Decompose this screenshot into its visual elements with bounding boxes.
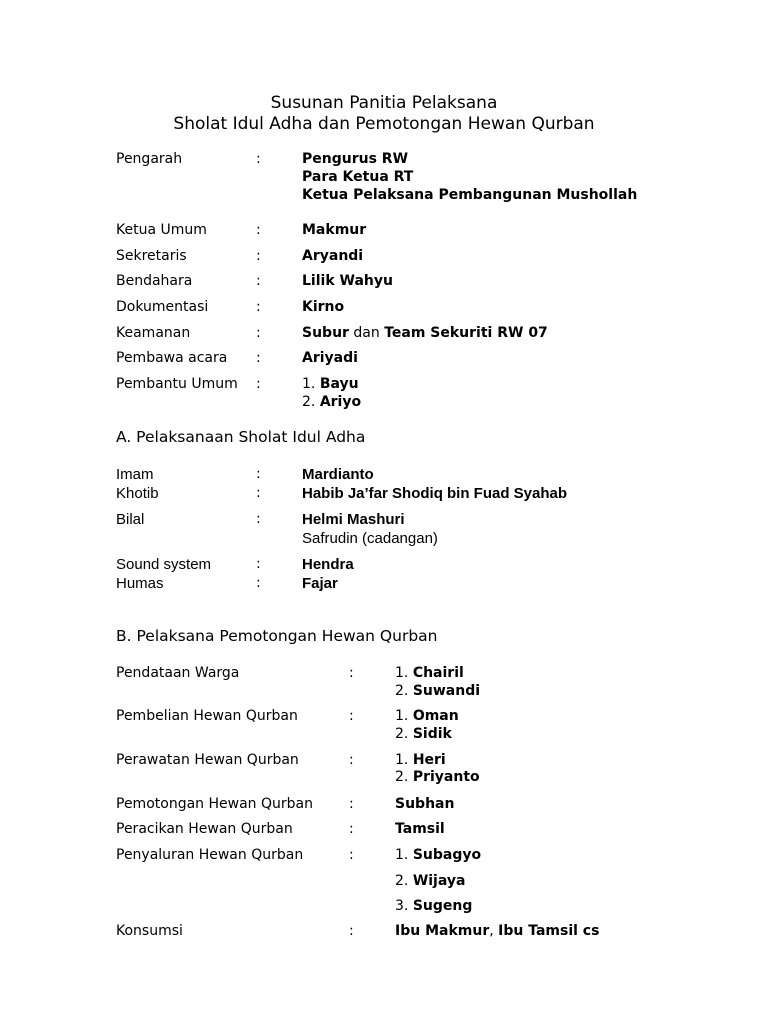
keamanan-colon: :: [256, 325, 261, 341]
humas-value: Fajar: [302, 575, 338, 592]
bilal-value: Helmi Mashuri: [302, 511, 405, 528]
konsumsi-colon: :: [349, 923, 354, 939]
peracikan-colon: :: [349, 821, 354, 837]
pengarah-value-3: Ketua Pelaksana Pembangunan Mushollah: [302, 187, 638, 203]
perawatan-colon: :: [349, 752, 354, 768]
pendataan-warga-colon: :: [349, 665, 354, 681]
pembawa-acara-colon: :: [256, 350, 261, 366]
pemotongan-colon: :: [349, 796, 354, 812]
keamanan-label: Keamanan: [116, 325, 191, 341]
bendahara-label: Bendahara: [116, 273, 193, 289]
bilal-colon: :: [256, 511, 261, 527]
pembelian-item-2: 2. Sidik: [395, 726, 452, 742]
pembelian-colon: :: [349, 708, 354, 724]
pemotongan-label: Pemotongan Hewan Qurban: [116, 796, 313, 812]
pembawa-acara-value: Ariyadi: [302, 350, 358, 366]
penyaluran-colon: :: [349, 847, 354, 863]
penyaluran-item-3: 3. Sugeng: [395, 898, 473, 914]
ketua-umum-value: Makmur: [302, 222, 367, 238]
pendataan-warga-item-1: 1. Chairil: [395, 665, 464, 681]
imam-value: Mardianto: [302, 466, 374, 483]
bendahara-colon: :: [256, 273, 261, 289]
pembantu-umum-label: Pembantu Umum: [116, 376, 238, 392]
perawatan-label: Perawatan Hewan Qurban: [116, 752, 299, 768]
konsumsi-label: Konsumsi: [116, 923, 183, 939]
section-b-heading: B. Pelaksana Pemotongan Hewan Qurban: [116, 627, 438, 645]
dokumentasi-colon: :: [256, 299, 261, 315]
pendataan-warga-item-2: 2. Suwandi: [395, 683, 481, 699]
penyaluran-item-2: 2. Wijaya: [395, 873, 466, 889]
keamanan-value: Subur dan Team Sekuriti RW 07: [302, 325, 548, 341]
peracikan-label: Peracikan Hewan Qurban: [116, 821, 293, 837]
pembantu-umum-item-2: 2. Ariyo: [302, 394, 362, 410]
dokumentasi-value: Kirno: [302, 299, 345, 315]
section-a-heading: A. Pelaksanaan Sholat Idul Adha: [116, 428, 366, 446]
sound-system-colon: :: [256, 556, 261, 572]
konsumsi-value: Ibu Makmur, Ibu Tamsil cs: [395, 923, 600, 939]
pembantu-umum-item-1: 1. Bayu: [302, 376, 359, 392]
pengarah-colon: :: [256, 151, 261, 167]
humas-label: Humas: [116, 575, 164, 592]
perawatan-item-1: 1. Heri: [395, 752, 446, 768]
humas-colon: :: [256, 575, 261, 591]
pengarah-label: Pengarah: [116, 151, 183, 167]
sekretaris-label: Sekretaris: [116, 248, 187, 264]
imam-label: Imam: [116, 466, 154, 483]
pembelian-item-1: 1. Oman: [395, 708, 459, 724]
bilal-label: Bilal: [116, 511, 145, 528]
khotib-label: Khotib: [116, 485, 159, 502]
pengarah-value-1: Pengurus RW: [302, 151, 409, 167]
ketua-umum-colon: :: [256, 222, 261, 238]
khotib-colon: :: [256, 485, 261, 501]
peracikan-value: Tamsil: [395, 821, 445, 837]
sekretaris-colon: :: [256, 248, 261, 264]
sound-system-value: Hendra: [302, 556, 354, 573]
pembelian-label: Pembelian Hewan Qurban: [116, 708, 298, 724]
document-title-line1: Susunan Panitia Pelaksana: [270, 93, 498, 113]
bilal-cadangan: Safrudin (cadangan): [302, 530, 438, 547]
sekretaris-value: Aryandi: [302, 248, 364, 264]
pemotongan-value: Subhan: [395, 796, 455, 812]
penyaluran-label: Penyaluran Hewan Qurban: [116, 847, 304, 863]
dokumentasi-label: Dokumentasi: [116, 299, 209, 315]
pembawa-acara-label: Pembawa acara: [116, 350, 228, 366]
perawatan-item-2: 2. Priyanto: [395, 769, 480, 785]
bendahara-value: Lilik Wahyu: [302, 273, 393, 289]
document-title-line2: Sholat Idul Adha dan Pemotongan Hewan Qurban: [173, 114, 595, 134]
ketua-umum-label: Ketua Umum: [116, 222, 207, 238]
imam-colon: :: [256, 466, 261, 482]
pengarah-value-2: Para Ketua RT: [302, 169, 414, 185]
khotib-value: Habib Ja’far Shodiq bin Fuad Syahab: [302, 485, 568, 502]
pembantu-umum-colon: :: [256, 376, 261, 392]
pendataan-warga-label: Pendataan Warga: [116, 665, 240, 681]
penyaluran-item-1: 1. Subagyo: [395, 847, 482, 863]
sound-system-label: Sound system: [116, 556, 212, 573]
